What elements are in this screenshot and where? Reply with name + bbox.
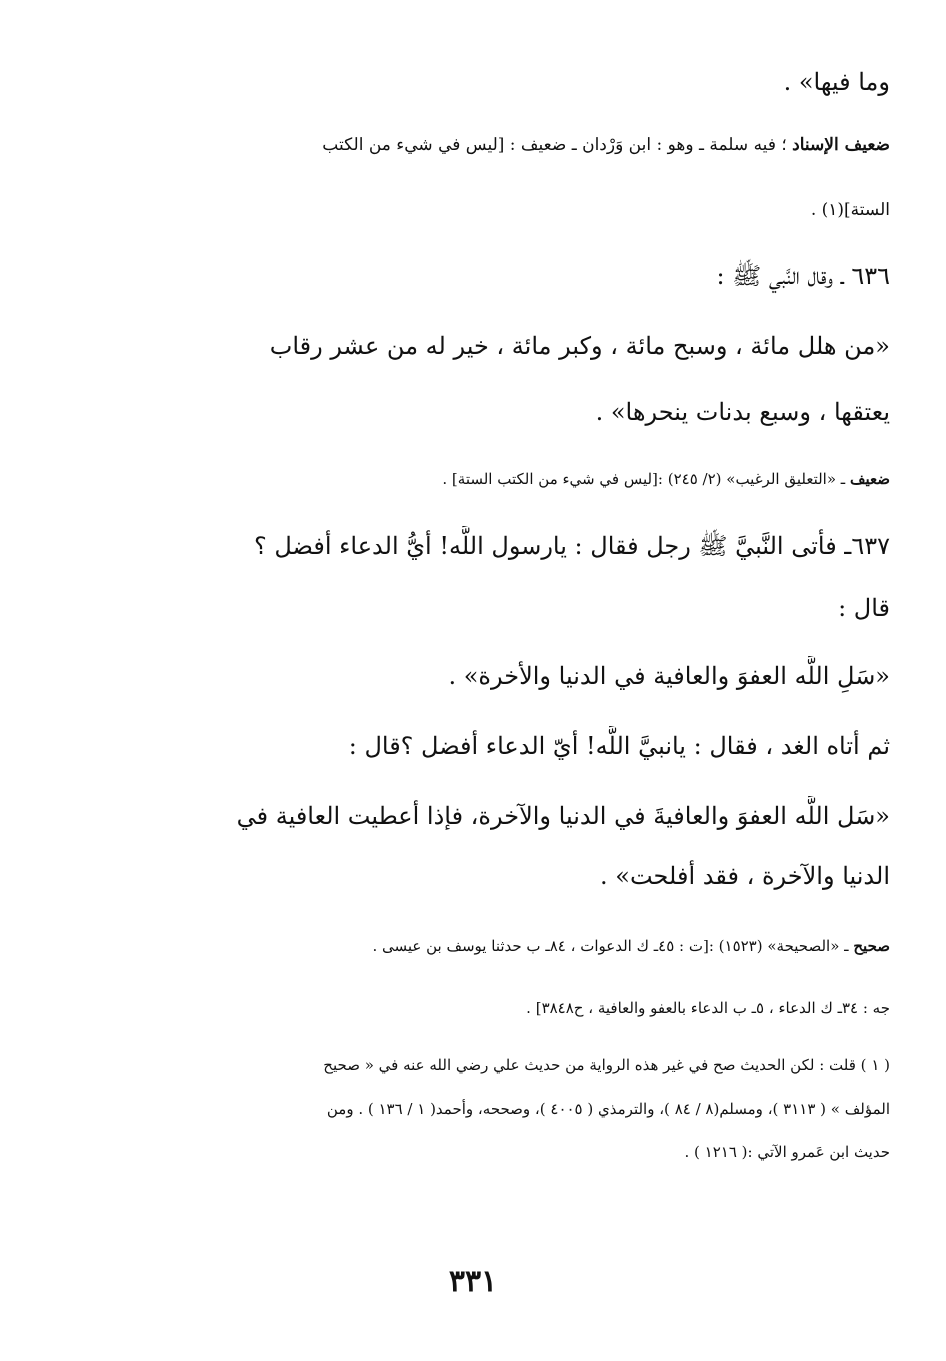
hadith-text: «سَل اللَّه العفوَ والعافيةَ في الدنيا والآخرة، فإذا أعطيت العافية في bbox=[236, 802, 890, 830]
grading-line bbox=[100, 932, 890, 960]
text-line: وما فيها» . bbox=[783, 68, 890, 96]
hadith-heading: ٦٣٦ ـ وقال النَّبي ﷺ : bbox=[716, 262, 890, 290]
hadith-heading: ٦٣٧ـ فأتى النَّبيَّ ﷺ رجل فقال : يارسول اللَّه! أيُّ الدعاء أفضل ؟ bbox=[253, 532, 890, 560]
page-number: ٣٣١ bbox=[448, 1264, 498, 1299]
grading-line: جه : ٣٤ـ ك الدعاء ، ٥ـ ب الدعاء بالعفو والعافية ، ح٣٨٤٨] . bbox=[526, 999, 890, 1017]
grading-text: ـ «التعليق الرغيب» (٢/ ٢٤٥) :[ليس في شيء من الكتب الستة] . bbox=[442, 470, 846, 488]
grading-label: ضعيف الإسناد bbox=[792, 135, 890, 155]
hadith-text: ثم أتاه الغد ، فقال : يانبيَّ اللَّه! أيّ الدعاء أفضل ؟قال : bbox=[348, 732, 890, 760]
grading-line bbox=[100, 465, 890, 493]
hadith-text: «سَلِ اللَّه العفوَ والعافية في الدنيا والأخرة» . bbox=[448, 662, 890, 690]
footnote-line: ( ١ ) قلت : لكن الحديث صح في غير هذه الرواية من حديث علي رضي الله عنه في « صحيح bbox=[323, 1056, 890, 1074]
grading-label: صحيح bbox=[853, 937, 890, 955]
grading-text: ـ «الصحيحة» (١٥٢٣) :[ت : ٤٥ـ ك الدعوات ، ٨٤ـ ب حدثنا يوسف بن عيسى . bbox=[372, 937, 849, 955]
hadith-text: يعتقها ، وسبع بدنات ينحرها» . bbox=[595, 398, 890, 426]
hadith-text: «من هلل مائة ، وسبح مائة ، وكبر مائة ، خير له من عشر رقاب bbox=[269, 332, 890, 360]
hadith-text: الدنيا والآخرة ، فقد أفلحت» . bbox=[600, 862, 890, 890]
grading-line bbox=[100, 130, 890, 160]
footnote-line: حديث ابن عَمرو الآتي :( ١٢١٦ ) . bbox=[684, 1143, 890, 1161]
grading-label: ضعيف bbox=[849, 470, 890, 488]
hadith-text: قال : bbox=[838, 594, 890, 622]
footnote-line: المؤلف » ( ٣١١٣ )، ومسلم(٨ / ٨٤ )، والترمذي ( ٤٠٠٥ )، وصححه، وأحمد( ١ / ١٣٦ ) . ومن bbox=[326, 1100, 890, 1118]
text-line: الستة](١) . bbox=[810, 200, 890, 220]
grading-text: ؛ فيه سلمة ـ وهو : ابن وَرْدان ـ ضعيف : [ليس في شيء من الكتب bbox=[322, 135, 787, 155]
